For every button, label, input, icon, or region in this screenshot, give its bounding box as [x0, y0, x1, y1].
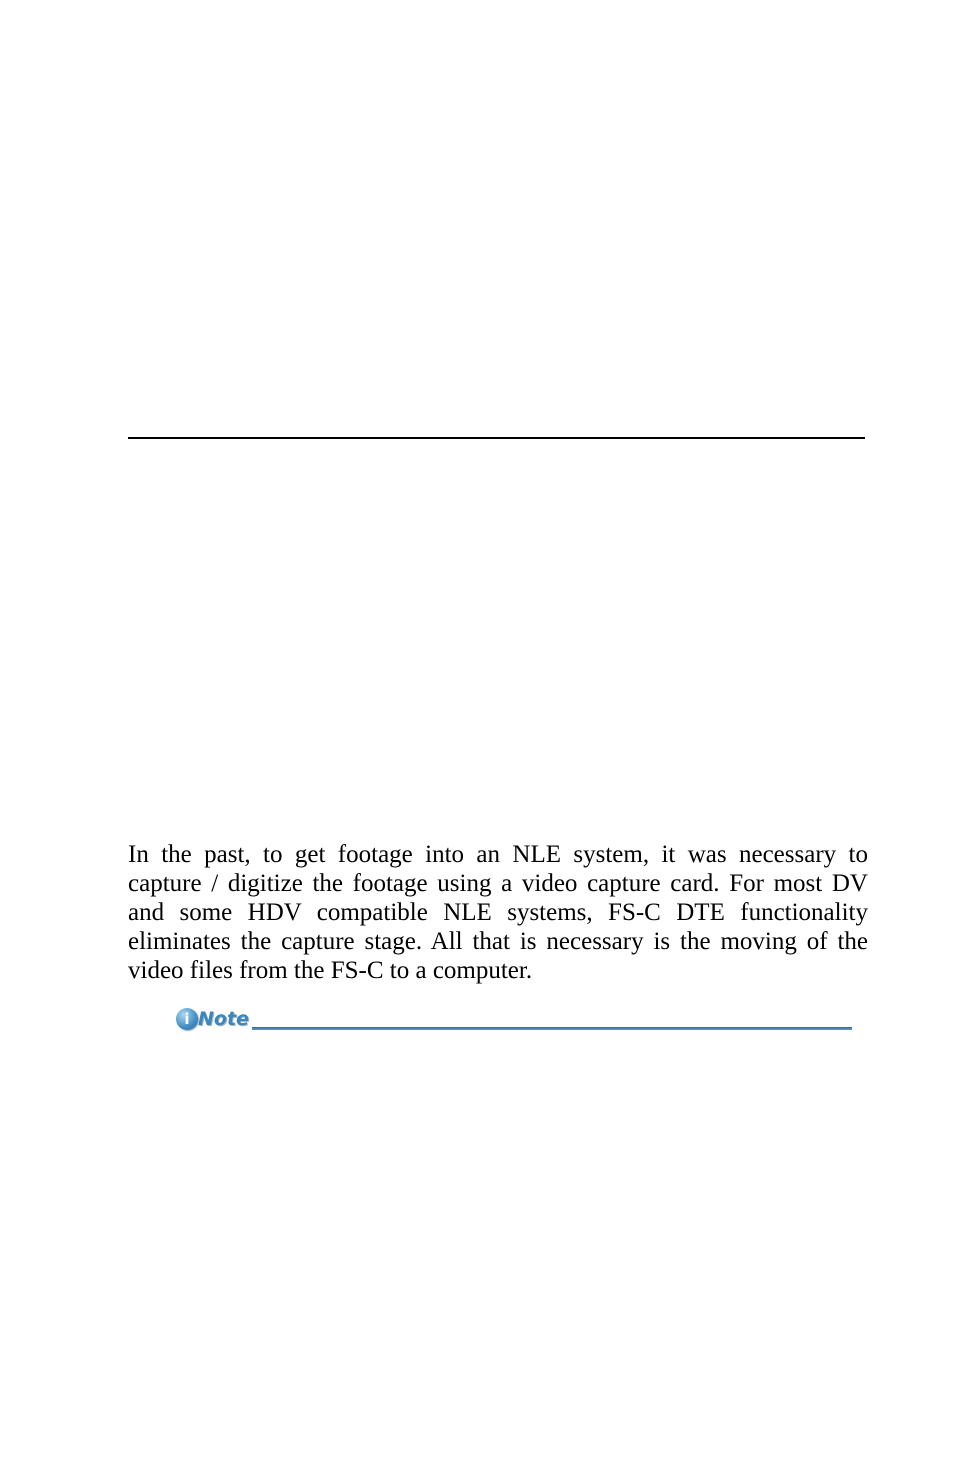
info-icon: i: [176, 1008, 198, 1030]
note-label: Note: [198, 1008, 249, 1030]
section-divider: [128, 437, 865, 439]
body-paragraph: In the past, to get footage into an NLE system, it was necessary to capture / digitize the footage using a video capture card. For most DV and some HDV compatible NLE systems, FS-C DTE functionality eliminates the capture stage. All that is necessary is the moving of the video files from the FS-C to a computer.: [128, 841, 868, 984]
note-header: [176, 1007, 852, 1037]
note-underline: [252, 1027, 852, 1030]
